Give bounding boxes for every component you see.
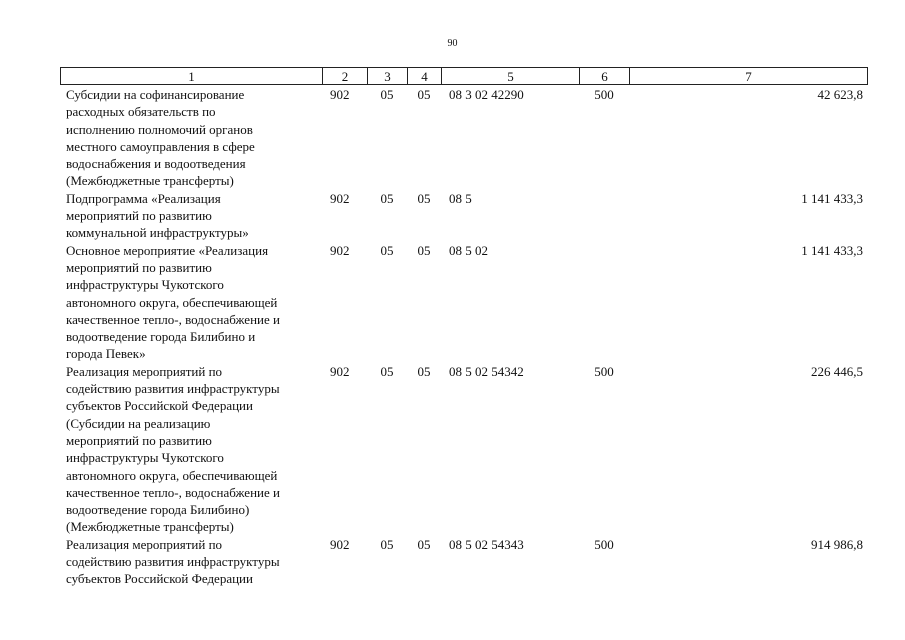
row-subsection: 05 [417,242,431,258]
row-target-article: 08 5 02 [449,242,488,258]
table-row [60,536,867,588]
row-section: 05 [380,190,394,206]
column-header: 4 [408,68,442,85]
row-code: 902 [330,190,350,206]
row-amount: 1 141 433,3 [801,242,863,258]
column-header-row [61,68,868,85]
row-expense-type: 500 [594,363,614,379]
column-header: 7 [630,68,868,85]
row-target-article: 08 3 02 42290 [449,87,524,102]
column-header-table [60,67,868,85]
row-name: Реализация мероприятий по содействию развития инфраструктуры субъектов Российской Федерации [66,536,280,587]
column-header: 6 [580,68,630,85]
table-row [60,363,867,536]
row-target-article: 08 5 02 54342 [449,363,524,379]
column-header: 5 [442,68,580,85]
row-target-article: 08 5 02 54343 [449,536,524,552]
row-subsection: 05 [417,363,431,379]
row-amount: 226 446,5 [811,363,863,379]
column-header: 2 [323,68,368,85]
row-code: 902 [330,536,350,552]
row-section: 05 [380,242,394,258]
row-subsection: 05 [417,190,431,206]
row-section: 05 [380,536,394,552]
row-expense-type: 500 [594,87,614,102]
row-expense-type [579,190,629,242]
row-subsection: 05 [417,536,431,552]
row-name: Основное мероприятие «Реализация мероприятий по развитию инфраструктуры Чукотского автономного округа, обеспечивающей качественное тепло-, водоснабжение и водоотведение города Билибино и города Певек» [66,242,280,362]
row-name: Субсидии на софинансирование расходных обязательств по исполнению полномочий органов местного самоуправления в сфере водоснабжения и водоотведения (Межбюджетные трансферты) [66,87,255,189]
row-subsection: 05 [417,87,431,102]
row-amount: 42 623,8 [817,87,863,102]
row-expense-type: 500 [594,536,614,552]
row-name: Подпрограмма «Реализация мероприятий по развитию коммунальной инфраструктуры» [66,190,249,241]
row-amount: 914 986,8 [811,536,863,552]
table-row [60,190,867,242]
row-section: 05 [380,363,394,379]
row-code: 902 [330,363,350,379]
row-section: 05 [380,87,394,102]
row-code: 902 [330,87,350,102]
column-header: 1 [61,68,323,85]
table-row [60,242,867,363]
column-header: 3 [368,68,408,85]
row-target-article: 08 5 [449,190,472,206]
row-code: 902 [330,242,350,258]
row-amount: 1 141 433,3 [801,190,863,206]
page-number: 90 [447,38,458,49]
row-expense-type [579,242,629,363]
row-name: Реализация мероприятий по содействию развития инфраструктуры субъектов Российской Федерации (Субсидии на реализацию мероприятий по развитию инфраструктуры Чукотского автономного округа, обеспечивающей качественное тепло-, водоснабжение и водоотведение города Билибино) (Межбюджетные трансферты) [66,363,280,535]
table-row [60,86,867,190]
table-body [60,86,867,588]
